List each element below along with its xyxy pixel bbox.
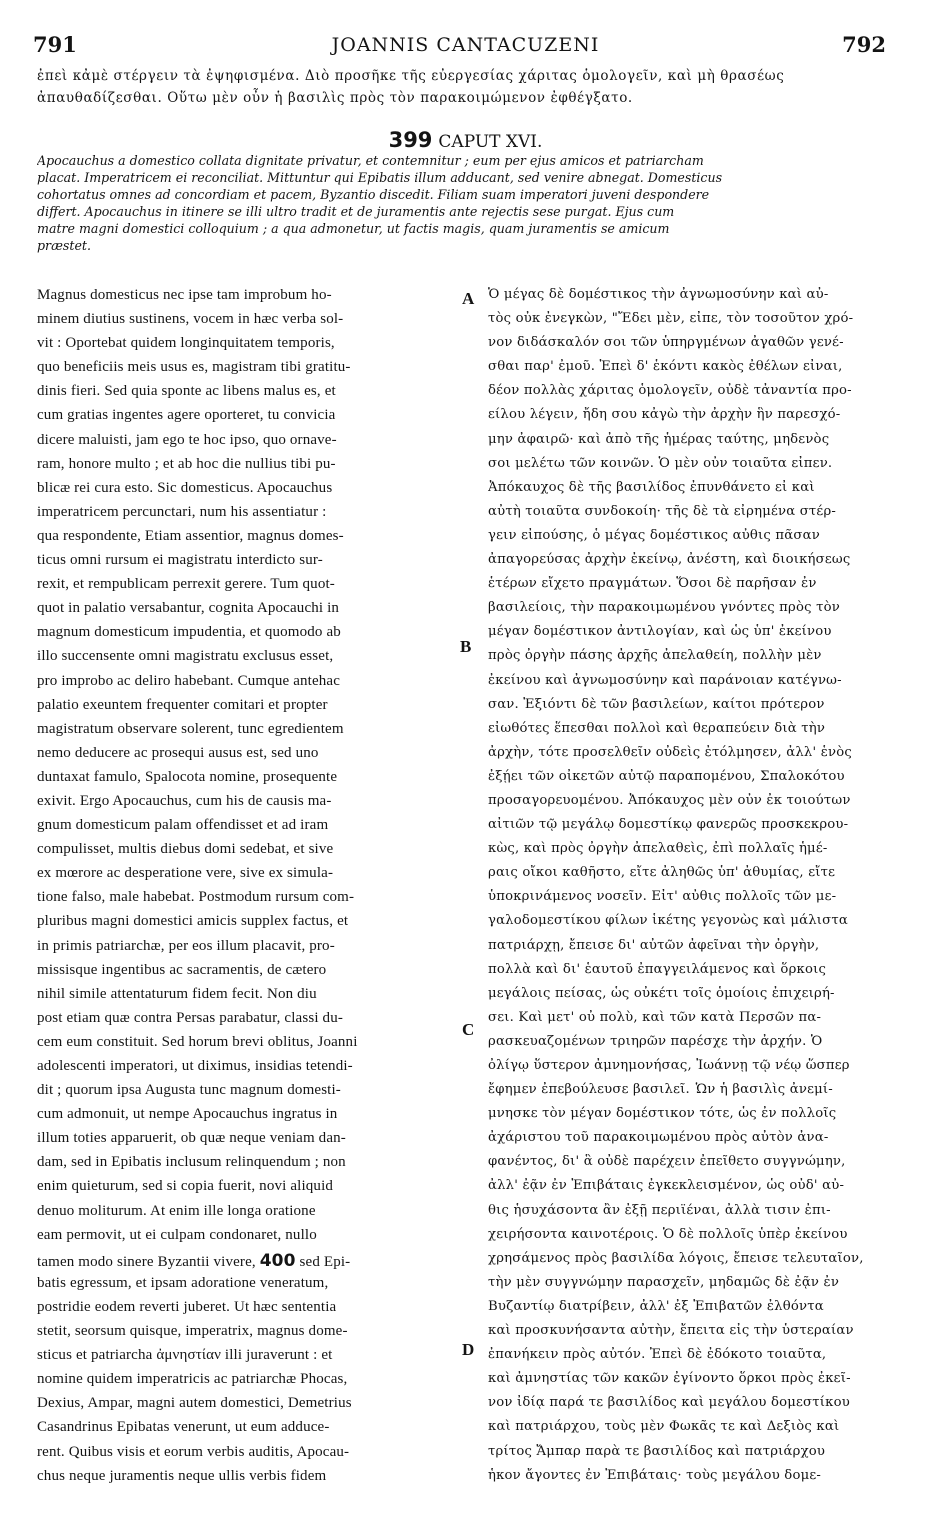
latin-line-text: cum admonuit, ut nempe Apocauchus ingratus in (37, 1106, 338, 1123)
latin-line (37, 383, 457, 407)
greek-line: ἀχάριστου τοῦ παρακοιμωμένου πρὸς αὐτὸν ἀνα- (488, 1130, 829, 1146)
greek-continuation-line: ἀπαυθαδίζεσθαι. Οὕτω μὲν οὖν ἡ βασιλὶς πρὸς τὸν παρακοιμώμενον ἐφθέγξατο. (37, 90, 633, 106)
latin-line-text: nemo deducere ac prosequi ausus est, sed uno (37, 744, 319, 761)
greek-line: δέον πολλὰς χάριτας ὁμολογεῖν, οὐδὲ τἀναντία προ- (488, 383, 852, 399)
latin-line (37, 480, 457, 504)
greek-line: πολλὰ καὶ δι' ἑαυτοῦ ἐπαγγειλάμενος καὶ ὅρκοις (488, 961, 827, 977)
latin-line (37, 697, 457, 721)
latin-line-text: rent. Quibus visis et eorum verbis auditis, Apocau- (37, 1443, 350, 1460)
greek-line: μην ἀφαιρῶ· καὶ ἀπὸ τῆς ἡμέρας ταύτης, μηδενὸς (488, 431, 830, 447)
chapter-title: CAPUT XVI. (438, 132, 543, 152)
greek-continuation-line: ἐπεὶ κἀμὲ στέργειν τὰ ἐψηφισμένα. Διὸ προσῆκε τῆς εὐεργεσίας χάριτας ὁμολογεῖν, καὶ μὴ θρασέως (37, 68, 785, 84)
chapter-argument (37, 153, 899, 255)
latin-line-text: in primis patriarchæ, per eos illum placavit, pro- (37, 937, 335, 954)
greek-line: σοι μελέτω τῶν κοινῶν. Ὁ μὲν οὖν τοιαῦτα εἶπεν. (488, 455, 833, 471)
latin-line (37, 673, 457, 697)
latin-line-text: imperatricem percunctari, num his assentiatur : (37, 503, 327, 520)
greek-column (488, 287, 898, 1492)
latin-line (37, 1154, 457, 1178)
greek-line: χειρήσοντα καινοτέροις. Ὁ δὲ πολλοῖς ὑπὲρ ἐκείνου (488, 1226, 848, 1242)
greek-line: ρασκευαζομένων τριηρῶν παρέσχε τὴν ἀρχήν. Ὁ (488, 1033, 823, 1049)
argument-line: differt. Apocauchus in itinere se illi ultro tradit et de juramentis ante rejectis sese purgat. Ejus cum (37, 204, 675, 219)
greek-line: σει. Καὶ μετ' οὐ πολὺ, καὶ τῶν κατὰ Περσῶν πα- (488, 1009, 822, 1025)
latin-line (37, 504, 457, 528)
latin-line (37, 600, 457, 624)
argument-line: præstet. (37, 238, 91, 253)
latin-line-text: stetit, seorsum quisque, imperatrix, magnus dome- (37, 1323, 348, 1340)
latin-line-text: cem eum constituit. Sed horum brevi oblitus, Joanni (37, 1033, 358, 1050)
latin-line-text: Magnus domesticus nec ipse tam improbum ho- (37, 287, 332, 303)
latin-line (37, 889, 457, 913)
greek-line: θις ἡσυχάσοντα ἂν ἐξῇ περιϊέναι, ἀλλὰ τισιν ἐπι- (488, 1202, 831, 1218)
greek-line: αὐτὴ τοιαῦτα συνδοκοίη· τῆς δὲ τὰ εἰρημένα στέρ- (488, 503, 837, 519)
greek-line: Ἀπόκαυχος δὲ τῆς βασιλίδος ἐπυνθάνετο εἰ καὶ (488, 479, 815, 495)
latin-line-text: quo beneficiis meis usus es, magistram tibi gratitu- (37, 359, 351, 376)
latin-column (37, 287, 457, 1492)
latin-line (37, 359, 457, 383)
greek-line: τρίτος Ἄμπαρ παρὰ τε βασιλίδος καὶ πατριάρχου (488, 1443, 826, 1459)
latin-line (37, 745, 457, 769)
latin-line-text: Dexius, Ampar, magni autem domestici, Demetrius (37, 1395, 352, 1412)
latin-line-text: rexit, et rempublicam perrexit gerere. Tum quot- (37, 576, 335, 593)
latin-line (37, 1419, 457, 1443)
latin-line-text: postridie eodem reverti juberet. Ut hæc sententia (37, 1298, 337, 1315)
latin-line (37, 1395, 457, 1419)
latin-line (37, 986, 457, 1010)
latin-line-text: magistratum observare solerent, tunc egredientem (37, 720, 344, 737)
greek-continuation (37, 68, 897, 112)
latin-line (37, 913, 457, 937)
latin-line (37, 1106, 457, 1130)
greek-line: Βυζαντίῳ διατρίβειν, ἀλλ' ἐξ Ἐπιβατῶν ἐλθόντα (488, 1298, 824, 1314)
greek-line: καὶ προσκυνήσαντα αὐτὴν, ἔπειτα εἰς τὴν ὑστεραίαν (488, 1323, 854, 1339)
margin-letter-b: B (460, 637, 472, 656)
latin-line (37, 1323, 457, 1347)
latin-line-text: quot in palatio versabantur, cognita Apocauchi in (37, 600, 340, 617)
greek-line: ἀπαγορεύσας ἀρχὴν ἐκείνῳ, ἀνέστη, καὶ διοικήσεως (488, 552, 851, 568)
argument-line: placat. Imperatricem ei reconciliat. Mittuntur qui Epibatis illum adducant, sed venire abnegat. Domesticus (37, 170, 723, 185)
greek-line: προσαγορευομένου. Ἀπόκαυχος μὲν οὖν ἐκ τοιούτων (488, 792, 851, 808)
latin-line (37, 1444, 457, 1468)
latin-line-text: ex mœrore ac desperatione vere, sive ex simula- (37, 865, 334, 882)
latin-line-text: ram, honore multo ; et ab hoc die nullius tibi pu- (37, 455, 336, 472)
greek-line: αἰτιῶν τῷ μεγάλῳ δομεστίκῳ φανερῶς προσκεκρου- (488, 817, 849, 833)
argument-line: cohortatus omnes ad concordiam et pacem, Byzantio discedit. Filiam suam imperatori juveni despondere (37, 187, 710, 202)
latin-line-text: cum gratias ingentes agere oporteret, tu convicia (37, 407, 336, 424)
greek-line: εἰωθότες ἕπεσθαι πολλοὶ καὶ θεραπεύειν διὰ τὴν (488, 720, 826, 736)
latin-line-text: adolescenti imperatori, ut diximus, insidias tetendi- (37, 1058, 353, 1074)
latin-line (37, 721, 457, 745)
page-header (0, 32, 931, 62)
greek-line: γειν εἰπούσης, ὁ μέγας δομέστικος αὖθις πᾶσαν (488, 527, 820, 543)
latin-line (37, 456, 457, 480)
latin-line (37, 1178, 457, 1202)
page-number-left: 791 (33, 32, 77, 57)
latin-line-text: Casandrinus Epibatas venerunt, ut eum adduce- (37, 1419, 330, 1436)
greek-line: νον ἰδίᾳ παρά τε βασιλίδος καὶ μεγάλου δομεστίκου (488, 1395, 850, 1411)
greek-line: είλου λέγειν, ἤδη σου κἀγὼ τὴν ἀρχὴν ἣν παρεσχό- (488, 407, 841, 423)
latin-line-text: magnum domesticum impudentia, et quomodo ab (37, 624, 341, 641)
latin-line-text: dam, sed in Epibatis inclusum relinquendum ; non (37, 1154, 346, 1171)
greek-line: ὑποκρινάμενος νοσεῖν. Εἶτ' αὖθις πολλοῖς τῶν με- (488, 889, 837, 905)
greek-line: βασιλείοις, τὴν παρακοιμωμένου γνόντες πρὸς τὸν (488, 600, 840, 616)
latin-line-text: exivit. Ergo Apocauchus, cum his de causis ma- (37, 792, 332, 809)
latin-line-text: post etiam quæ contra Persas parabatur, classi du- (37, 1009, 343, 1026)
latin-line-text: enim quieturum, sed si copia fuerit, novi aliquid (37, 1178, 334, 1195)
latin-line (37, 1010, 457, 1034)
greek-line: μέγαν δομέστικον ἀντιλογίαν, καὶ ὡς ὑπ' ἐκείνου (488, 624, 832, 640)
latin-line (37, 1371, 457, 1395)
greek-line: σθαι παρ' ἐμοῦ. Ἐπεὶ δ' ἑκόντι κακὸς ἐθέλων εἶναι, (488, 359, 843, 375)
argument-line: matre magni domestici colloquium ; a qua admonetur, ut factis magis, quam juramentis se amicum (37, 221, 670, 236)
latin-line (37, 938, 457, 962)
latin-line-text: tamen modo sinere Byzantii vivere, (37, 1253, 256, 1270)
latin-line (37, 962, 457, 986)
greek-line: ἐκείνου καὶ ἀγνωμοσύνην καὶ παράνοιαν κατέγνω- (488, 672, 842, 688)
latin-line-text: dit ; quorum ipsa Augusta tunc magnum domesti- (37, 1082, 341, 1099)
greek-line: ἐξῄει τῶν οἰκετῶν αὐτῷ παραπομένου, Σπαλοκότου (488, 768, 845, 784)
chapter-heading (0, 128, 931, 152)
latin-line (37, 576, 457, 600)
greek-line: χρησάμενος πρὸς βασιλίδα λόγοις, ἔπεισε τελευταῖον, (488, 1250, 864, 1266)
latin-line (37, 1275, 457, 1299)
latin-line (37, 1227, 457, 1251)
latin-line (37, 648, 457, 672)
latin-line-text: palatio exeuntem frequenter comitari et propter (37, 696, 328, 713)
latin-line (37, 865, 457, 889)
latin-line-text: ticus omni rursum ei magistratu interdicto sur- (37, 552, 323, 569)
latin-line (37, 1082, 457, 1106)
latin-line-text: blicæ rei cura esto. Sic domesticus. Apocauchus (37, 479, 333, 496)
latin-line (37, 335, 457, 359)
greek-line: ραις οἴκοι καθῆστο, εἴτε ἀληθῶς ὑπ' ἀθυμίας, εἴτε (488, 865, 836, 881)
latin-line (37, 1034, 457, 1058)
greek-line: μνησκε τὸν μέγαν δομέστικον τότε, ὡς ἐν πολλοῖς (488, 1106, 837, 1122)
latin-line-text: dicere maluisti, jam ego te hoc ipso, quo ornave- (37, 431, 337, 448)
greek-line: ὀλίγῳ ὕστερον ἀμνημονήσας, Ἰωάννῃ τῷ νέῳ ὥσπερ (488, 1058, 850, 1073)
latin-line (37, 817, 457, 841)
section-number-400: 400 (259, 1250, 296, 1271)
greek-line: τὴν μὲν συγγνώμην παρασχεῖν, μηδαμῶς δὲ ἐᾷν ἐν (488, 1274, 840, 1290)
latin-line-text: eam permovit, ut ei culpam condonaret, nullo (37, 1226, 317, 1243)
latin-line-text: pro improbo ac deliro habebant. Cumque antehac (37, 672, 341, 689)
latin-line (37, 528, 457, 552)
argument-line: Apocauchus a domestico collata dignitate privatur, et contemnitur ; eum per ejus amicos et patriarcham (37, 153, 704, 168)
greek-line: γαλοδομεστίκου φίλων ἱκέτης γεγονὼς καὶ μάλιστα (488, 913, 848, 929)
greek-line: ἑτέρων εἴχετο πραγμάτων. Ὅσοι δὲ παρῆσαν ἐν (488, 576, 817, 592)
latin-line (37, 407, 457, 431)
latin-line (37, 1299, 457, 1323)
greek-line: ἀλλ' ἐᾷν ἐν Ἐπιβάταις ἐγκεκλεισμένον, ὡς οὐδ' αὖ- (488, 1178, 845, 1194)
margin-letter-c: C (462, 1020, 475, 1039)
latin-line-text: sed Epi- (299, 1253, 351, 1270)
latin-line-text: illo succensente omni magistratu exclusus esset, (37, 648, 334, 665)
latin-line-text: gnum domesticum palam offendisset et ad iram (37, 817, 329, 834)
latin-line (37, 432, 457, 456)
latin-line-text: batis egressum, et ipsam adoratione veneratum, (37, 1274, 329, 1291)
latin-line-text: missisque ingentibus ac sacramentis, de cætero (37, 961, 327, 978)
greek-line: φανέντος, δι' ἃ οὐδὲ παρέχειν ἐπεῖθετο συγγνώμην, (488, 1154, 846, 1170)
greek-line: μεγάλοις πείσας, ὡς οὐκέτι τοῖς ὁμοίοις ἐπιχειρή- (488, 985, 835, 1001)
greek-line: ἧκον ἄγοντες ἐν Ἐπιβάταις· τοὺς μεγάλου δομε- (488, 1467, 822, 1483)
greek-line: νον διδάσκαλόν σοι τῶν ὑπηργμένων ἀγαθῶν γενέ- (488, 335, 844, 351)
latin-line (37, 793, 457, 817)
greek-line: πρὸς ὀργὴν πάσης ἀρχῆς ἀπελαθείη, πολλὴν μὲν (488, 648, 822, 664)
running-title: JOANNIS CANTACUZENI (331, 34, 600, 56)
margin-letter-a: A (462, 289, 475, 308)
latin-line (37, 624, 457, 648)
latin-line-text: tione falso, male habebat. Postmodum rursum com- (37, 889, 355, 906)
margin-letter-d: D (462, 1340, 475, 1359)
latin-line (37, 552, 457, 576)
latin-line-text: nihil simile attentaturum fidem fecit. Non diu (37, 985, 317, 1002)
latin-line (37, 1130, 457, 1154)
page-number-right: 792 (842, 32, 886, 57)
latin-line-text: duntaxat famulo, Spalocota nomine, prosequente (37, 768, 338, 785)
latin-line (37, 769, 457, 793)
greek-line: καὶ πατριάρχου, τοὺς μὲν Φωκᾶς τε καὶ Δεξιὸς καὶ (488, 1419, 840, 1435)
latin-line-text: illum toties apparuerit, ob quæ neque veniam dan- (37, 1130, 346, 1147)
latin-line (37, 1058, 457, 1082)
latin-line-text: chus neque juramentis neque ullis verbis fidem (37, 1467, 327, 1484)
latin-line-text: minem diutius sustinens, vocem in hæc verba sol- (37, 311, 344, 328)
latin-line (37, 1251, 457, 1275)
latin-line (37, 1468, 457, 1492)
greek-line: ἀρχὴν, τότε προσελθεῖν οὐδεὶς ἐτόλμησεν, ἀλλ' ἑνὸς (488, 744, 852, 760)
latin-line-text: nomine quidem imperatricis ac patriarchæ Phocas, (37, 1371, 348, 1388)
latin-line-text: pluribus magni domestici amicis supplex factus, et (37, 913, 349, 930)
latin-line (37, 287, 457, 311)
greek-line: ἔφημεν ἐπεβούλευσε βασιλεῖ. Ὧν ἡ βασιλὶς ἀνεμί- (488, 1082, 833, 1098)
greek-line: τὸς οὐκ ἐνεγκὼν, "Ἔδει μὲν, εἶπε, τὸν τοσοῦτον χρό- (488, 311, 854, 327)
greek-line: καὶ ἀμνηστίας τῶν κακῶν ἐγίνοντο ὅρκοι πρὸς ἐκεῖ- (488, 1371, 851, 1387)
latin-line-text: vit : Oportebat quidem longinquitatem temporis, (37, 335, 335, 352)
latin-line (37, 1347, 457, 1371)
latin-line (37, 311, 457, 335)
greek-line: ἐπανήκειν πρὸς αὐτόν. Ἐπεὶ δὲ ἐδόκοτο τοιαῦτα, (488, 1347, 827, 1363)
latin-line (37, 1203, 457, 1227)
latin-line-text: denuo moliturum. At enim ille longa oratione (37, 1202, 316, 1219)
latin-line (37, 841, 457, 865)
latin-line-text: qua respondente, Etiam assentior, magnus domes- (37, 527, 344, 544)
latin-line-text: sticus et patriarcha ἀμνηστίαν illi juraverunt : et (37, 1347, 333, 1364)
chapter-number: 399 (388, 128, 433, 152)
latin-line-text: compulisset, multis diebus domi sedebat, et sive (37, 841, 334, 858)
greek-line: κὼς, καὶ πρὸς ὀργὴν ἀπελαθεὶς, ἐπὶ πολλαῖς ἡμέ- (488, 841, 828, 857)
latin-line-text: dinis fieri. Sed quia sponte ac libens malus es, et (37, 383, 336, 400)
greek-line: σαν. Ἐξιόντι δὲ τῶν βασιλείων, καίτοι πρότερον (488, 696, 825, 712)
greek-line: πατριάρχῃ, ἔπεισε δι' αὐτῶν ἀφεῖναι τὴν ὀργὴν, (488, 937, 820, 953)
greek-line: Ὁ μέγας δὲ δομέστικος τὴν ἀγνωμοσύνην καὶ αὐ- (488, 287, 829, 302)
